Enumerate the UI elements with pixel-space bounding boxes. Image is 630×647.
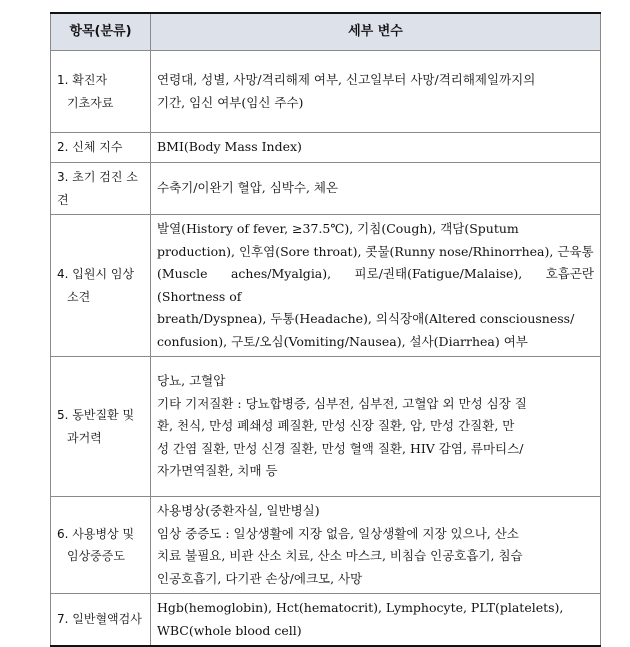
- detail-line: 자가면역질환, 치매 등: [157, 463, 278, 479]
- row-category: [51, 357, 151, 497]
- category-line: 3. 초기 검진 소견: [57, 170, 138, 207]
- detail-line: 임상 중증도 : 일상생활에 지장 없음, 일상생활에 지장 있으나, 산소: [157, 525, 519, 541]
- category-line: 임상중증도: [67, 549, 125, 563]
- table-body: [51, 51, 601, 647]
- category-line: 소견: [67, 289, 91, 304]
- detail-line: BMI(Body Mass Index): [157, 139, 302, 155]
- detail-line: WBC(whole blood cell): [157, 622, 302, 638]
- detail-line: breath/Dyspnea), 두통(Headache), 의식장애(Altered consciousness/: [157, 311, 575, 326]
- detail-line: 연령대, 성별, 사망/격리해제 여부, 신고일부터 사망/격리해제일까지의: [157, 72, 536, 87]
- category-line: 2. 신체 지수: [57, 140, 123, 155]
- detail-line: 기타 기저질환 : 당뇨합병증, 심부전, 심부전, 고혈압 외 만성 심장 질: [157, 395, 527, 411]
- table-header-row: [51, 13, 601, 51]
- detail-line: 성 간염 질환, 만성 신경 질환, 만성 혈액 질환, HIV 감염, 류마티스/: [157, 440, 524, 456]
- detail-line: 당뇨, 고혈압: [157, 373, 226, 389]
- row-detail: [151, 357, 601, 497]
- category-line: 과거력: [67, 430, 102, 445]
- category-line: 1. 확진자: [57, 73, 108, 87]
- detail-line: production), 인후염(Sore throat), 콧물(Runny nose/Rhinorrhea), 근육통: [157, 243, 594, 259]
- table-row: [51, 133, 601, 163]
- detail-line: (Muscle aches/Myalgia), 피로/권태(Fatigue/Malaise), 호흡곤란(Shortness of: [157, 266, 594, 304]
- category-line: 6. 사용병상 및: [57, 526, 135, 541]
- table-row: [51, 51, 601, 133]
- row-detail: [151, 215, 601, 357]
- row-category: [51, 133, 151, 163]
- row-detail: [151, 497, 601, 594]
- detail-line: 인공호흡기, 다기관 손상/에크모, 사망: [157, 570, 363, 586]
- category-line: 4. 입원시 임상: [57, 267, 135, 281]
- row-detail: [151, 51, 601, 133]
- category-line: 기초자료: [67, 95, 114, 110]
- detail-line: 치료 불필요, 비관 산소 치료, 산소 마스크, 비침습 인공호흡기, 침습: [157, 548, 523, 563]
- detail-line: 수축기/이완기 혈압, 심박수, 체온: [157, 180, 339, 196]
- category-line: 5. 동반질환 및: [57, 408, 135, 422]
- row-detail: [151, 163, 601, 215]
- header-category: 항목(분류): [51, 13, 151, 51]
- table-row: [51, 357, 601, 497]
- row-category: [51, 594, 151, 647]
- detail-line: 발열(History of fever, ≥37.5℃), 기침(Cough), 객담(Sputum: [157, 221, 519, 236]
- detail-line: 사용병상(중환자실, 일반병실): [157, 503, 320, 518]
- row-detail: [151, 133, 601, 163]
- table-row: [51, 594, 601, 647]
- detail-line: 기간, 임신 여부(임신 주수): [157, 94, 304, 110]
- table-row: [51, 215, 601, 357]
- table-row: [51, 163, 601, 215]
- header-detail: 세부 변수: [151, 13, 601, 51]
- row-category: [51, 163, 151, 215]
- detail-line: confusion), 구토/오심(Vomiting/Nausea), 설사(Diarrhea) 여부: [157, 333, 528, 349]
- row-detail: [151, 594, 601, 647]
- row-category: [51, 497, 151, 594]
- row-category: [51, 215, 151, 357]
- detail-line: Hgb(hemoglobin), Hct(hematocrit), Lymphocyte, PLT(platelets),: [157, 600, 564, 615]
- row-category: [51, 51, 151, 133]
- variables-table: [50, 12, 601, 647]
- category-line: 7. 일반혈액검사: [57, 612, 142, 627]
- table-row: [51, 497, 601, 594]
- detail-line: 환, 천식, 만성 폐쇄성 폐질환, 만성 신장 질환, 암, 만성 간질환, 만: [157, 418, 515, 434]
